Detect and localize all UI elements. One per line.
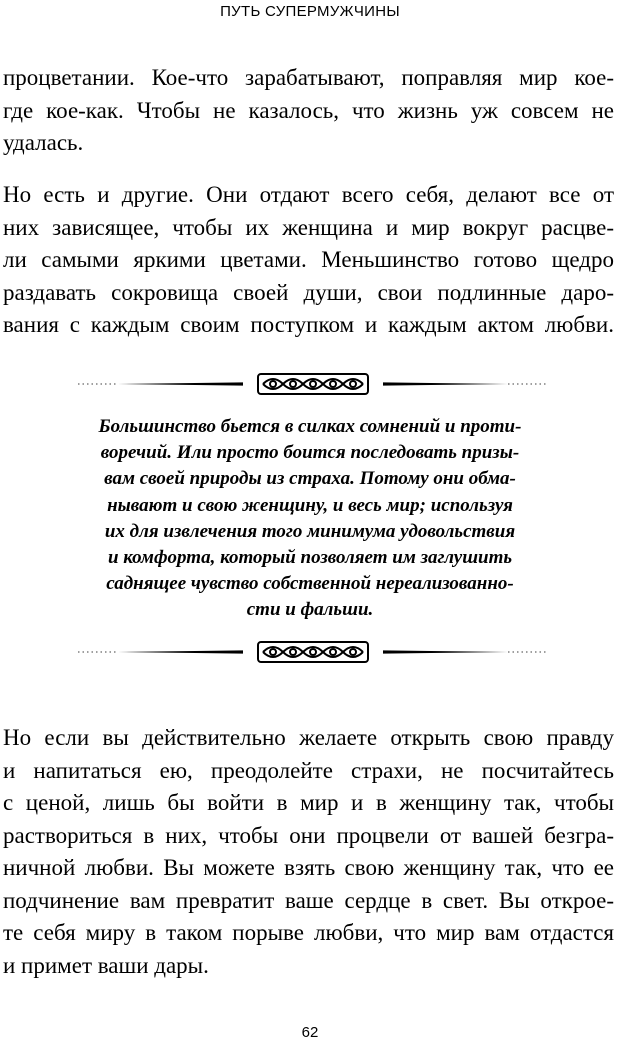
quote-line: саднящее чувство собственной нереализованно-	[106, 573, 514, 595]
celtic-knot-divider-bottom	[78, 638, 548, 666]
paragraph-3	[3, 722, 614, 982]
text-line: процветании. Кое-что зарабатывают, поправляя мир кое-	[3, 65, 614, 90]
text-line: с ценой, лишь бы войти в мир и в женщину так, чтобы	[3, 790, 614, 815]
quote-line: нывают и свою женщину, и весь мир; используя	[107, 494, 513, 516]
quote-line: Большинство бьется в силках сомнений и проти-	[98, 416, 522, 437]
paragraph-1	[3, 62, 614, 160]
quote-line: воречий. Или просто боится последовать призы-	[100, 442, 520, 464]
divider-right-rule	[383, 650, 548, 653]
text-line: вания с каждым своим поступком и каждым актом любви.	[3, 312, 614, 337]
text-line: и примет ваши дары.	[3, 952, 209, 978]
divider-right-rule	[383, 382, 548, 385]
quote-line: их для извлечения того минимума удовольствия	[104, 520, 516, 542]
text-line: ничной любви. Вы можете взять свою женщину так, что ее	[3, 855, 614, 880]
quote-line: вам своей природы из страха. Потому они обма-	[104, 468, 516, 490]
divider-left-rule	[78, 650, 243, 653]
text-line: них зависящее, чтобы их женщина и мир вокруг расцве-	[3, 214, 614, 240]
text-line: удалась.	[3, 130, 84, 155]
pull-quote	[58, 414, 562, 624]
celtic-knot-divider-top	[78, 370, 548, 398]
text-line: раздавать сокровища своей души, свои подлинные даро-	[3, 279, 614, 305]
paragraph-2	[3, 179, 614, 342]
quote-line: и комфорта, который позволяет им заглушить	[107, 546, 513, 568]
text-line: Но если вы действительно желаете открыть свою правду	[3, 725, 614, 750]
text-line: и напитаться ею, преодолейте страхи, не посчитайтесь	[3, 757, 614, 783]
knot-motif	[258, 374, 368, 394]
text-line: Но есть и другие. Они отдают всего себя, делают все от	[3, 182, 614, 207]
page-number: 62	[301, 1024, 319, 1041]
text-line: те себя миру в таком порыве любви, что мир вам отдастся	[3, 920, 614, 945]
text-line: где кое-как. Чтобы не казалось, что жизнь уж совсем не	[3, 97, 614, 123]
running-header: ПУТЬ СУПЕРМУЖЧИНЫ	[220, 3, 400, 20]
text-line: ли самыми яркими цветами. Меньшинство готово щедро	[3, 247, 614, 272]
text-line: раствориться в них, чтобы они процвели от вашей безгра-	[3, 822, 614, 848]
quote-line: сти и фальши.	[246, 599, 374, 621]
divider-left-rule	[78, 382, 243, 385]
text-line: подчинение вам превратит ваше сердце в свет. Вы открое-	[3, 887, 614, 913]
knot-motif	[258, 642, 368, 662]
